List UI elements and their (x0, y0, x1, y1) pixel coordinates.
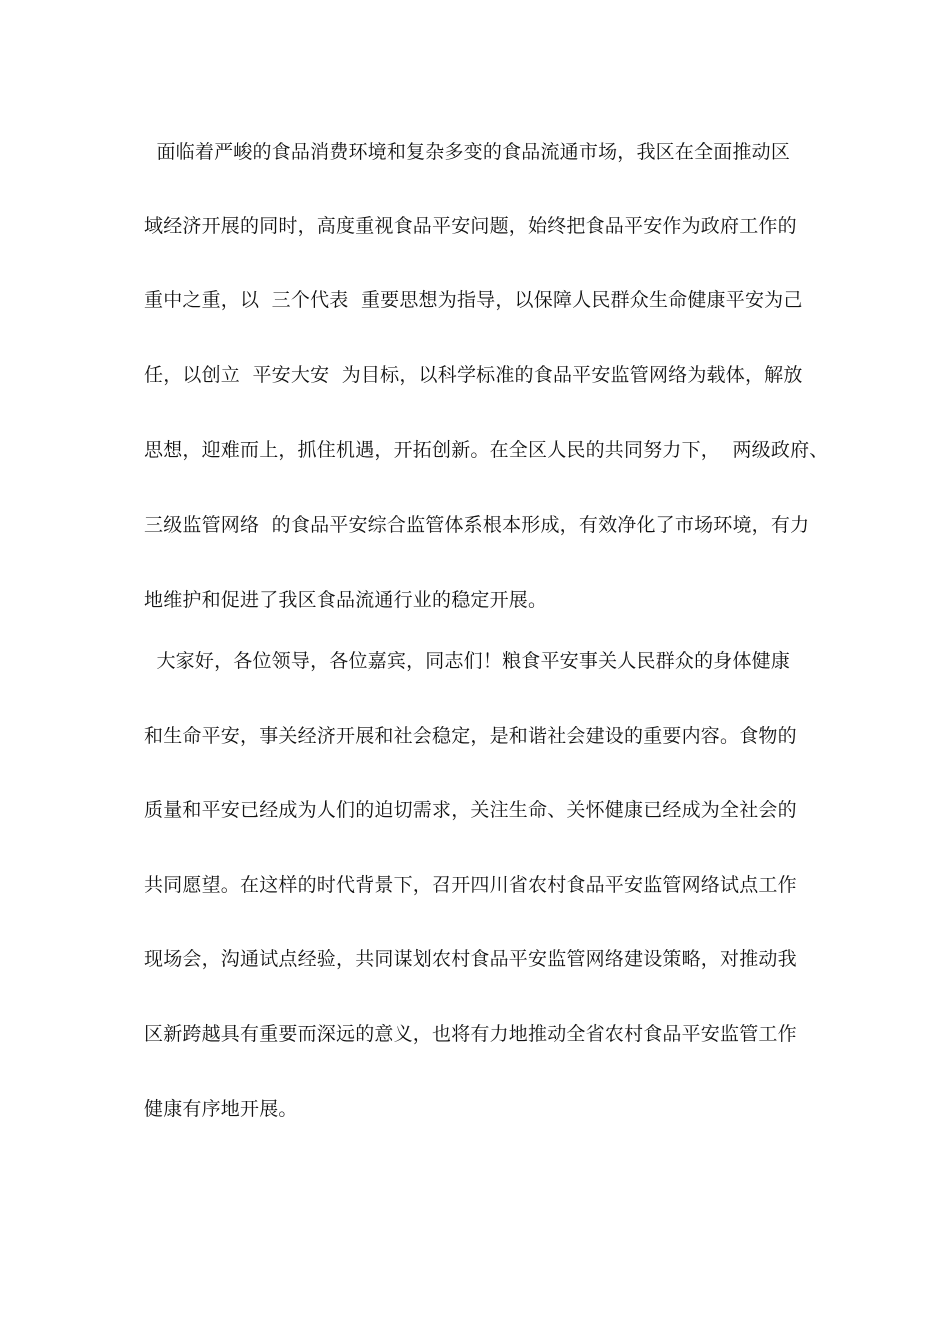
paragraph-line: 面临着严峻的食品消费环境和复杂多变的食品流通市场，我区在全面推动区 (144, 141, 791, 163)
paragraph-line: 现场会，沟通试点经验，共同谋划农村食品平安监管网络建设策略，对推动我 (144, 948, 797, 970)
paragraph-line: 和生命平安，事关经济开展和社会稳定，是和谐社会建设的重要内容。食物的 (144, 725, 797, 747)
paragraph-line: 思想，迎难而上，抓住机遇，开拓创新。在全区人民的共同努力下， 两级政府、 (144, 439, 829, 461)
paragraph-line: 地维护和促进了我区食品流通行业的稳定开展。 (144, 589, 548, 611)
paragraph-line: 区新跨越具有重要而深远的意义，也将有力地推动全省农村食品平安监管工作 (144, 1023, 797, 1045)
paragraph-line: 质量和平安已经成为人们的迫切需求，关注生命、关怀健康已经成为全社会的 (144, 799, 797, 821)
paragraph-line: 健康有序地开展。 (144, 1098, 298, 1120)
paragraph-line: 域经济开展的同时，高度重视食品平安问题，始终把食品平安作为政府工作的 (144, 215, 797, 237)
paragraph-line: 大家好，各位领导，各位嘉宾，同志们！粮食平安事关人民群众的身体健康 (144, 650, 791, 672)
paragraph-line: 任，以创立 平安大安 为目标，以科学标准的食品平安监管网络为载体，解放 (144, 364, 803, 386)
paragraph-line: 共同愿望。在这样的时代背景下，召开四川省农村食品平安监管网络试点工作 (144, 874, 797, 896)
paragraph-line: 重中之重，以 三个代表 重要思想为指导，以保障人民群众生命健康平安为己 (144, 289, 803, 311)
paragraph-line: 三级监管网络 的食品平安综合监管体系根本形成，有效净化了市场环境，有力 (144, 514, 810, 536)
